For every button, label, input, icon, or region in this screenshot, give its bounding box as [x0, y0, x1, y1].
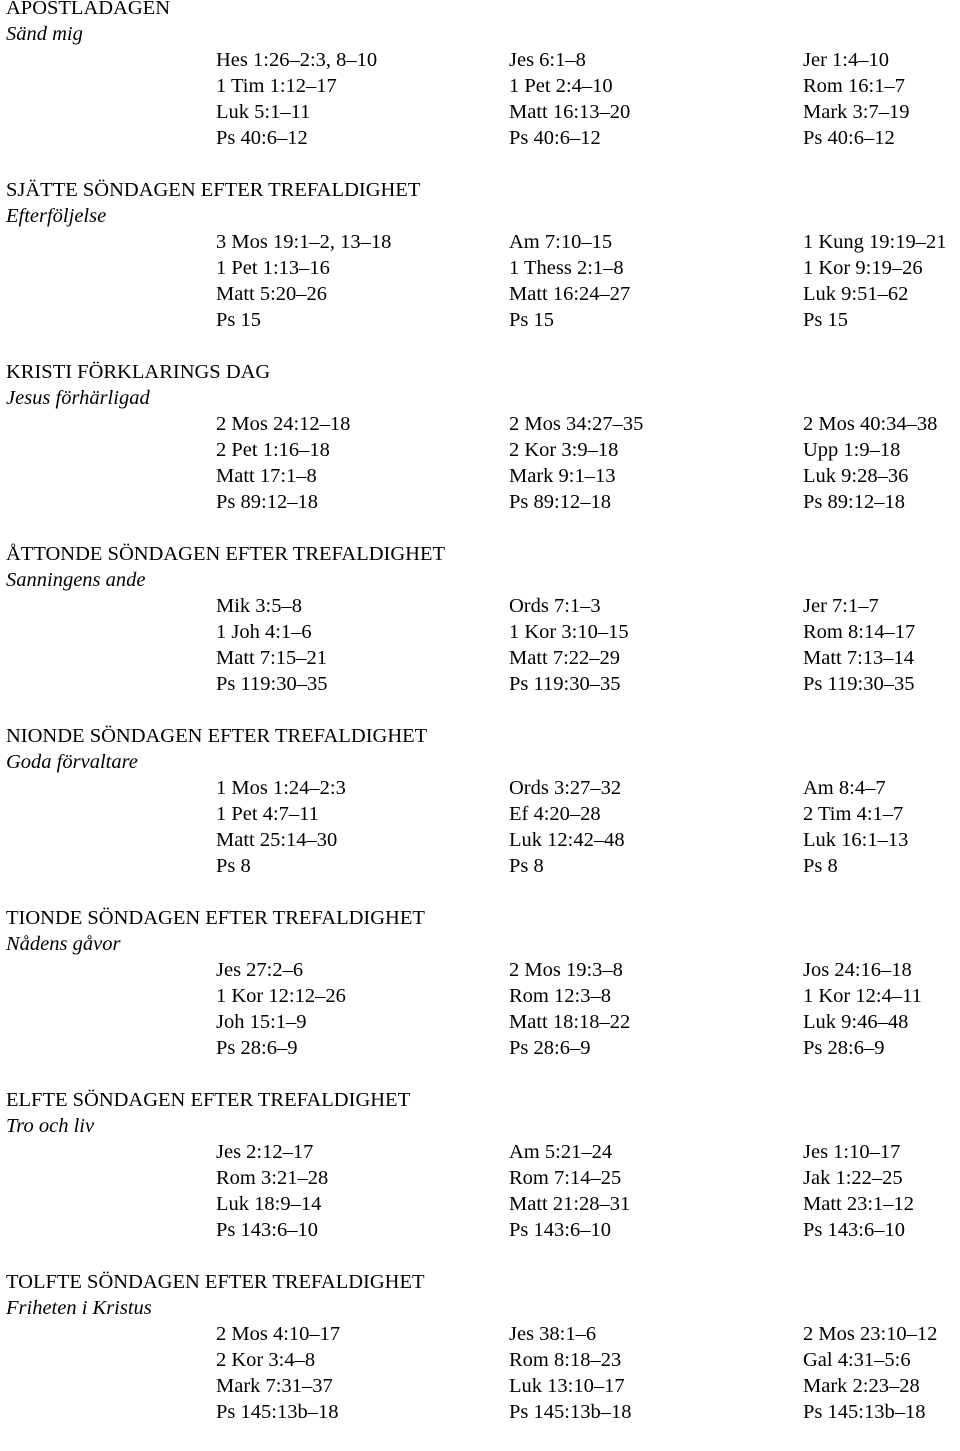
reading-ref-year-3: 2 Mos 40:34–38	[803, 413, 938, 435]
reading-row	[0, 1035, 960, 1061]
reading-row	[0, 827, 960, 853]
sunday-theme: Friheten i Kristus	[6, 1297, 152, 1319]
sunday-section	[0, 0, 960, 151]
reading-ref-year-1: Ps 119:30–35	[216, 673, 328, 695]
reading-ref-year-3: Mark 2:23–28	[803, 1375, 920, 1397]
reading-ref-year-3: Jes 1:10–17	[803, 1141, 901, 1163]
reading-row	[0, 1191, 960, 1217]
reading-row	[0, 1321, 960, 1347]
reading-ref-year-2: Mark 9:1–13	[509, 465, 616, 487]
reading-ref-year-3: Ps 40:6–12	[803, 127, 895, 149]
reading-ref-year-2: Ps 28:6–9	[509, 1037, 591, 1059]
reading-ref-year-3: Jer 1:4–10	[803, 49, 889, 71]
sunday-theme: Sänd mig	[6, 23, 83, 45]
sunday-title: ELFTE SÖNDAGEN EFTER TREFALDIGHET	[6, 1089, 411, 1111]
reading-ref-year-2: Matt 21:28–31	[509, 1193, 631, 1215]
sunday-title: TOLFTE SÖNDAGEN EFTER TREFALDIGHET	[6, 1271, 425, 1293]
reading-ref-year-1: Jes 2:12–17	[216, 1141, 314, 1163]
reading-row	[0, 47, 960, 73]
reading-ref-year-1: 2 Mos 4:10–17	[216, 1323, 341, 1345]
reading-ref-year-3: Ps 119:30–35	[803, 673, 915, 695]
reading-ref-year-1: Rom 3:21–28	[216, 1167, 329, 1189]
reading-ref-year-2: Rom 12:3–8	[509, 985, 611, 1007]
reading-ref-year-1: Joh 15:1–9	[216, 1011, 307, 1033]
reading-row	[0, 255, 960, 281]
reading-row	[0, 463, 960, 489]
sunday-theme: Jesus förhärligad	[6, 387, 150, 409]
reading-ref-year-2: Ps 119:30–35	[509, 673, 621, 695]
reading-ref-year-1: Matt 5:20–26	[216, 283, 328, 305]
sunday-title: APOSTLADAGEN	[6, 0, 170, 19]
reading-ref-year-2: Ps 143:6–10	[509, 1219, 611, 1241]
reading-ref-year-3: Jer 7:1–7	[803, 595, 879, 617]
reading-row	[0, 957, 960, 983]
reading-ref-year-3: Luk 16:1–13	[803, 829, 909, 851]
reading-ref-year-1: Mik 3:5–8	[216, 595, 302, 617]
reading-ref-year-1: Luk 5:1–11	[216, 101, 311, 123]
reading-ref-year-3: 2 Tim 4:1–7	[803, 803, 904, 825]
reading-ref-year-3: Rom 8:14–17	[803, 621, 916, 643]
reading-ref-year-2: 1 Pet 2:4–10	[509, 75, 613, 97]
reading-ref-year-1: 1 Mos 1:24–2:3	[216, 777, 346, 799]
sunday-title: ÅTTONDE SÖNDAGEN EFTER TREFALDIGHET	[6, 543, 446, 565]
reading-row	[0, 775, 960, 801]
reading-row	[0, 411, 960, 437]
reading-ref-year-1: Matt 17:1–8	[216, 465, 317, 487]
reading-ref-year-3: Luk 9:51–62	[803, 283, 909, 305]
sunday-title: SJÄTTE SÖNDAGEN EFTER TREFALDIGHET	[6, 179, 421, 201]
sunday-section	[0, 723, 960, 879]
reading-ref-year-3: Rom 16:1–7	[803, 75, 905, 97]
reading-ref-year-1: 1 Kor 12:12–26	[216, 985, 346, 1007]
reading-row	[0, 1373, 960, 1399]
reading-ref-year-2: Am 5:21–24	[509, 1141, 613, 1163]
reading-ref-year-1: 2 Mos 24:12–18	[216, 413, 351, 435]
reading-ref-year-2: Ords 3:27–32	[509, 777, 622, 799]
reading-ref-year-2: Matt 7:22–29	[509, 647, 621, 669]
reading-ref-year-2: Rom 7:14–25	[509, 1167, 622, 1189]
reading-ref-year-2: Ps 145:13b–18	[509, 1401, 632, 1423]
reading-row	[0, 619, 960, 645]
reading-row	[0, 125, 960, 151]
reading-ref-year-3: Jak 1:22–25	[803, 1167, 903, 1189]
sunday-title: KRISTI FÖRKLARINGS DAG	[6, 361, 271, 383]
reading-row	[0, 801, 960, 827]
sunday-section	[0, 541, 960, 697]
reading-ref-year-3: Matt 23:1–12	[803, 1193, 915, 1215]
reading-ref-year-2: Matt 16:24–27	[509, 283, 631, 305]
sunday-section	[0, 177, 960, 333]
reading-row	[0, 593, 960, 619]
reading-ref-year-1: Matt 25:14–30	[216, 829, 338, 851]
reading-row	[0, 307, 960, 333]
reading-ref-year-3: Ps 145:13b–18	[803, 1401, 926, 1423]
reading-row	[0, 281, 960, 307]
reading-ref-year-2: Ords 7:1–3	[509, 595, 601, 617]
sunday-title: TIONDE SÖNDAGEN EFTER TREFALDIGHET	[6, 907, 425, 929]
reading-ref-year-1: Ps 28:6–9	[216, 1037, 298, 1059]
reading-ref-year-2: Ps 8	[509, 855, 544, 877]
reading-ref-year-2: Luk 13:10–17	[509, 1375, 625, 1397]
reading-row	[0, 983, 960, 1009]
reading-ref-year-1: Mark 7:31–37	[216, 1375, 333, 1397]
reading-ref-year-2: Am 7:10–15	[509, 231, 613, 253]
reading-row	[0, 853, 960, 879]
reading-ref-year-3: Gal 4:31–5:6	[803, 1349, 911, 1371]
reading-row	[0, 645, 960, 671]
reading-ref-year-2: 1 Thess 2:1–8	[509, 257, 624, 279]
reading-row	[0, 1139, 960, 1165]
sunday-theme: Sanningens ande	[6, 569, 146, 591]
reading-ref-year-1: 1 Pet 1:13–16	[216, 257, 330, 279]
sunday-title: NIONDE SÖNDAGEN EFTER TREFALDIGHET	[6, 725, 428, 747]
reading-row	[0, 671, 960, 697]
reading-ref-year-2: Matt 18:18–22	[509, 1011, 631, 1033]
reading-ref-year-2: Ef 4:20–28	[509, 803, 601, 825]
reading-row	[0, 437, 960, 463]
sunday-theme: Nådens gåvor	[6, 933, 121, 955]
reading-ref-year-1: Ps 40:6–12	[216, 127, 308, 149]
reading-ref-year-1: Hes 1:26–2:3, 8–10	[216, 49, 378, 71]
sunday-section	[0, 1269, 960, 1425]
reading-ref-year-3: Jos 24:16–18	[803, 959, 912, 981]
reading-ref-year-3: Upp 1:9–18	[803, 439, 901, 461]
reading-ref-year-2: Jes 38:1–6	[509, 1323, 597, 1345]
reading-ref-year-3: Mark 3:7–19	[803, 101, 910, 123]
reading-ref-year-2: Luk 12:42–48	[509, 829, 625, 851]
reading-ref-year-1: Ps 145:13b–18	[216, 1401, 339, 1423]
reading-ref-year-3: 1 Kor 12:4–11	[803, 985, 922, 1007]
reading-ref-year-3: Luk 9:46–48	[803, 1011, 909, 1033]
reading-ref-year-1: Ps 89:12–18	[216, 491, 318, 513]
sunday-section	[0, 1087, 960, 1243]
reading-ref-year-3: Ps 8	[803, 855, 838, 877]
reading-ref-year-1: 3 Mos 19:1–2, 13–18	[216, 231, 392, 253]
reading-ref-year-1: Ps 8	[216, 855, 251, 877]
reading-ref-year-3: 2 Mos 23:10–12	[803, 1323, 938, 1345]
reading-ref-year-1: 1 Joh 4:1–6	[216, 621, 312, 643]
reading-ref-year-3: 1 Kor 9:19–26	[803, 257, 923, 279]
reading-ref-year-1: Ps 15	[216, 309, 262, 331]
sunday-section	[0, 359, 960, 515]
reading-ref-year-2: Rom 8:18–23	[509, 1349, 622, 1371]
reading-ref-year-3: 1 Kung 19:19–21	[803, 231, 947, 253]
reading-ref-year-3: Matt 7:13–14	[803, 647, 915, 669]
reading-ref-year-1: Ps 143:6–10	[216, 1219, 318, 1241]
reading-row	[0, 489, 960, 515]
reading-row	[0, 1009, 960, 1035]
reading-ref-year-3: Ps 89:12–18	[803, 491, 905, 513]
reading-ref-year-1: Matt 7:15–21	[216, 647, 328, 669]
sunday-theme: Goda förvaltare	[6, 751, 138, 773]
sunday-theme: Efterföljelse	[6, 205, 107, 227]
reading-ref-year-1: Jes 27:2–6	[216, 959, 304, 981]
reading-ref-year-2: 2 Mos 34:27–35	[509, 413, 644, 435]
sunday-section	[0, 905, 960, 1061]
reading-row	[0, 1165, 960, 1191]
reading-ref-year-1: 2 Kor 3:4–8	[216, 1349, 316, 1371]
reading-ref-year-3: Ps 28:6–9	[803, 1037, 885, 1059]
reading-ref-year-2: Ps 89:12–18	[509, 491, 611, 513]
reading-ref-year-2: Ps 40:6–12	[509, 127, 601, 149]
reading-ref-year-3: Luk 9:28–36	[803, 465, 909, 487]
reading-ref-year-2: Jes 6:1–8	[509, 49, 586, 71]
reading-row	[0, 1399, 960, 1425]
reading-ref-year-3: Ps 143:6–10	[803, 1219, 905, 1241]
reading-row	[0, 99, 960, 125]
reading-row	[0, 73, 960, 99]
reading-row	[0, 1217, 960, 1243]
reading-ref-year-2: 2 Kor 3:9–18	[509, 439, 619, 461]
reading-ref-year-1: 1 Pet 4:7–11	[216, 803, 319, 825]
sunday-theme: Tro och liv	[6, 1115, 95, 1137]
reading-ref-year-1: 2 Pet 1:16–18	[216, 439, 330, 461]
reading-ref-year-2: 1 Kor 3:10–15	[509, 621, 629, 643]
reading-row	[0, 229, 960, 255]
reading-ref-year-2: 2 Mos 19:3–8	[509, 959, 623, 981]
reading-row	[0, 1347, 960, 1373]
reading-ref-year-3: Am 8:4–7	[803, 777, 886, 799]
reading-ref-year-1: 1 Tim 1:12–17	[216, 75, 337, 97]
reading-ref-year-1: Luk 18:9–14	[216, 1193, 322, 1215]
reading-ref-year-2: Ps 15	[509, 309, 555, 331]
reading-ref-year-2: Matt 16:13–20	[509, 101, 631, 123]
reading-ref-year-3: Ps 15	[803, 309, 849, 331]
